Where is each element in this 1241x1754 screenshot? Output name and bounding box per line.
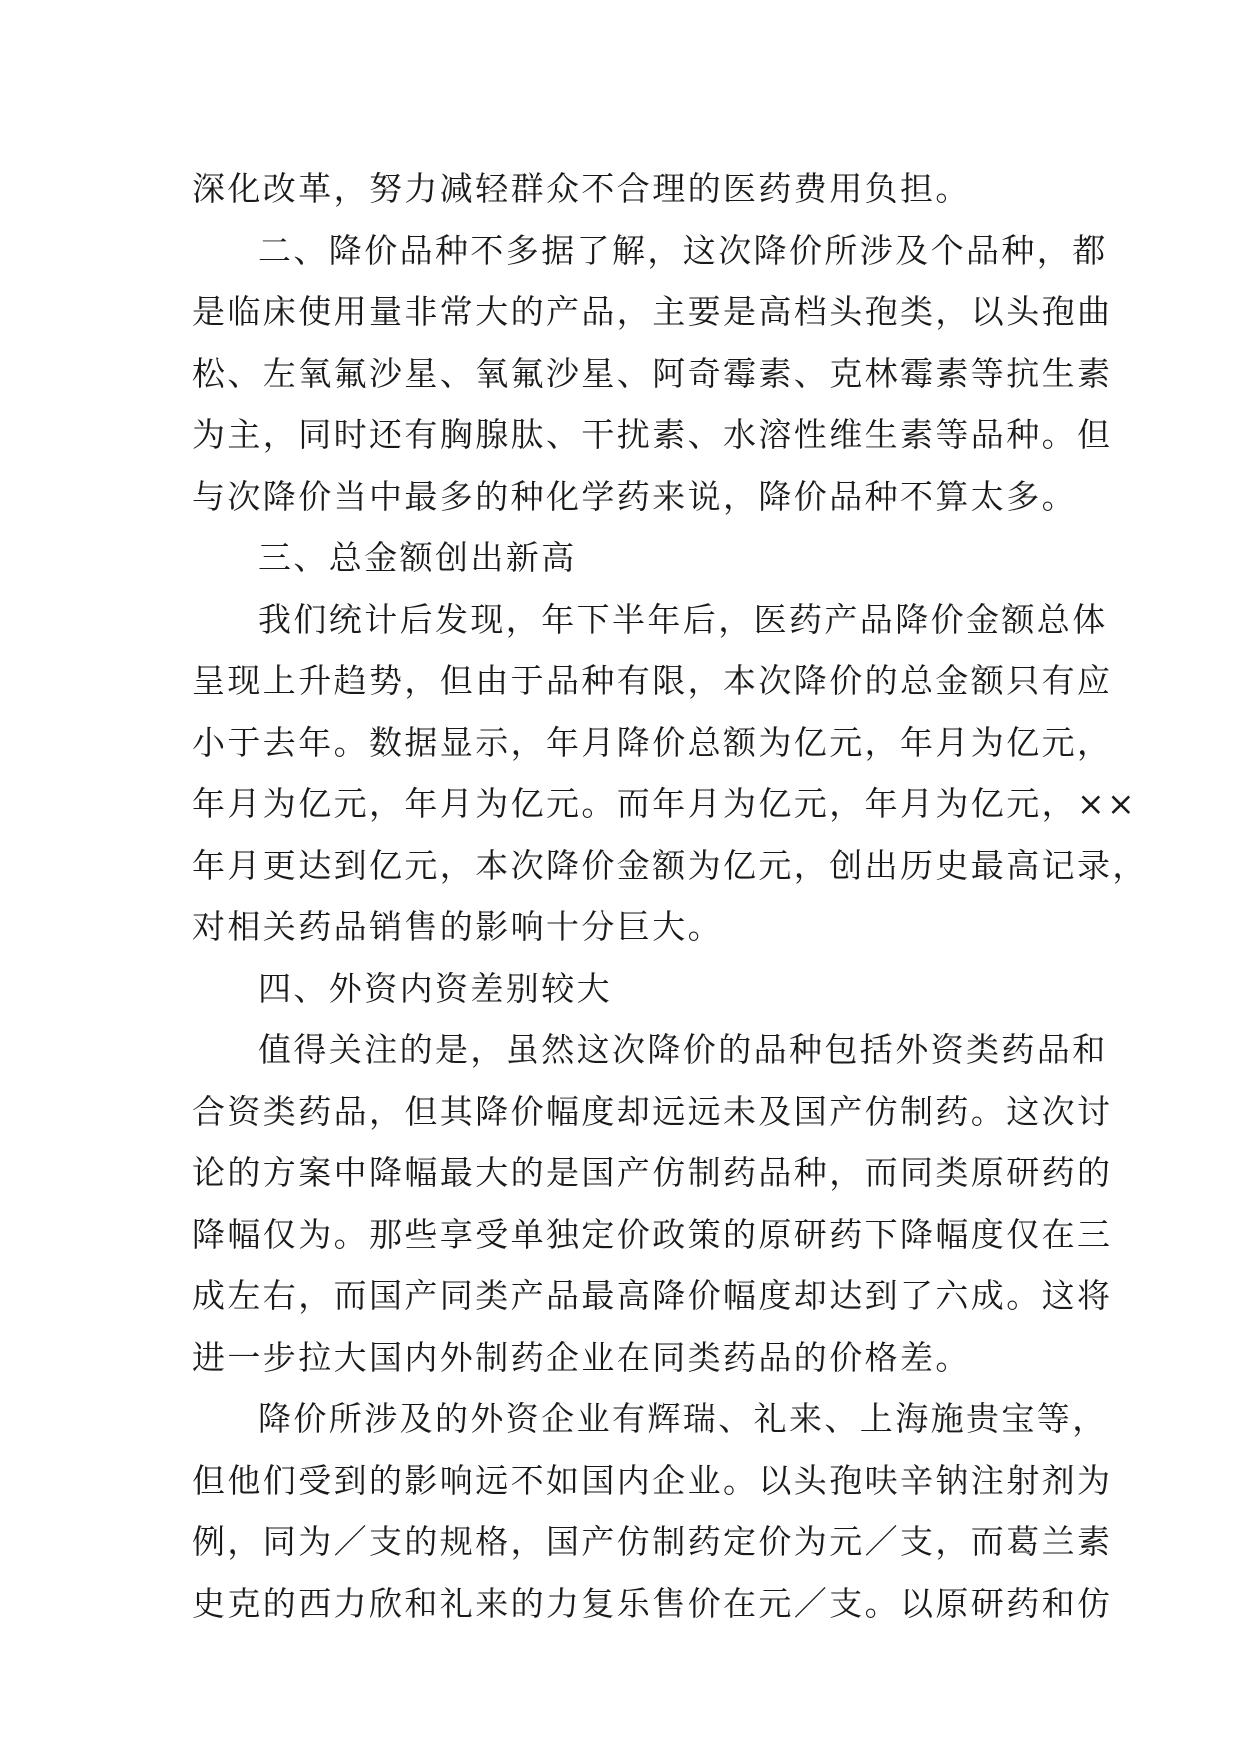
text-line: 成左右，而国产同类产品最高降价幅度却达到了六成。这将: [192, 1276, 1113, 1315]
text-line: 降价所涉及的外资企业有辉瑞、礼来、上海施贵宝等，: [258, 1399, 1108, 1438]
text-line: 我们统计后发现，年下半年后，医药产品降价金额总体: [258, 599, 1108, 639]
text-line: 四、外资内资差别较大: [258, 968, 612, 1008]
text-line: 值得关注的是，虽然这次降价的品种包括外资类药品和: [258, 1030, 1108, 1069]
text-line: 对相关药品销售的影响十分巨大。: [192, 907, 723, 946]
text-line: 三、总金额创出新高: [258, 538, 577, 577]
text-line: 呈现上升趋势，但由于品种有限，本次降价的总金额只有应: [192, 661, 1113, 700]
text-line: 松、左氧氟沙星、氧氟沙星、阿奇霉素、克林霉素等抗生素: [192, 353, 1113, 393]
text-line: 史克的西力欣和礼来的力复乐售价在元／支。以原研药和仿: [192, 1583, 1113, 1623]
text-line: 年月更达到亿元，本次降价金额为亿元，创出历史最高记录，: [192, 845, 1148, 885]
text-line: 论的方案中降幅最大的是国产仿制药品种，而同类原研药的: [192, 1153, 1113, 1192]
text-line: 年月为亿元，年月为亿元。而年月为亿元，年月为亿元，××: [192, 784, 1138, 823]
text-line: 进一步拉大国内外制药企业在同类药品的价格差。: [192, 1337, 971, 1377]
text-line: 二、降价品种不多据了解，这次降价所涉及个品种，都: [258, 230, 1108, 270]
text-line: 例，同为／支的规格，国产仿制药定价为元／支，而葛兰素: [192, 1522, 1113, 1561]
text-line: 小于去年。数据显示，年月降价总额为亿元，年月为亿元，: [192, 722, 1113, 762]
text-line: 降幅仅为。那些享受单独定价政策的原研药下降幅度仅在三: [192, 1214, 1113, 1254]
text-line: 是临床使用量非常大的产品，主要是高档头孢类，以头孢曲: [192, 292, 1113, 331]
text-line: 深化改革，努力减轻群众不合理的医药费用负担。: [192, 169, 971, 208]
text-line: 合资类药品，但其降价幅度却远远未及国产仿制药。这次讨: [192, 1091, 1113, 1131]
text-line: 但他们受到的影响远不如国内企业。以头孢呋辛钠注射剂为: [192, 1460, 1113, 1500]
text-line: 与次降价当中最多的种化学药来说，降价品种不算太多。: [192, 476, 1077, 516]
document-body: [192, 158, 1148, 1634]
text-line: 为主，同时还有胸腺肽、干扰素、水溶性维生素等品种。但: [192, 415, 1113, 454]
